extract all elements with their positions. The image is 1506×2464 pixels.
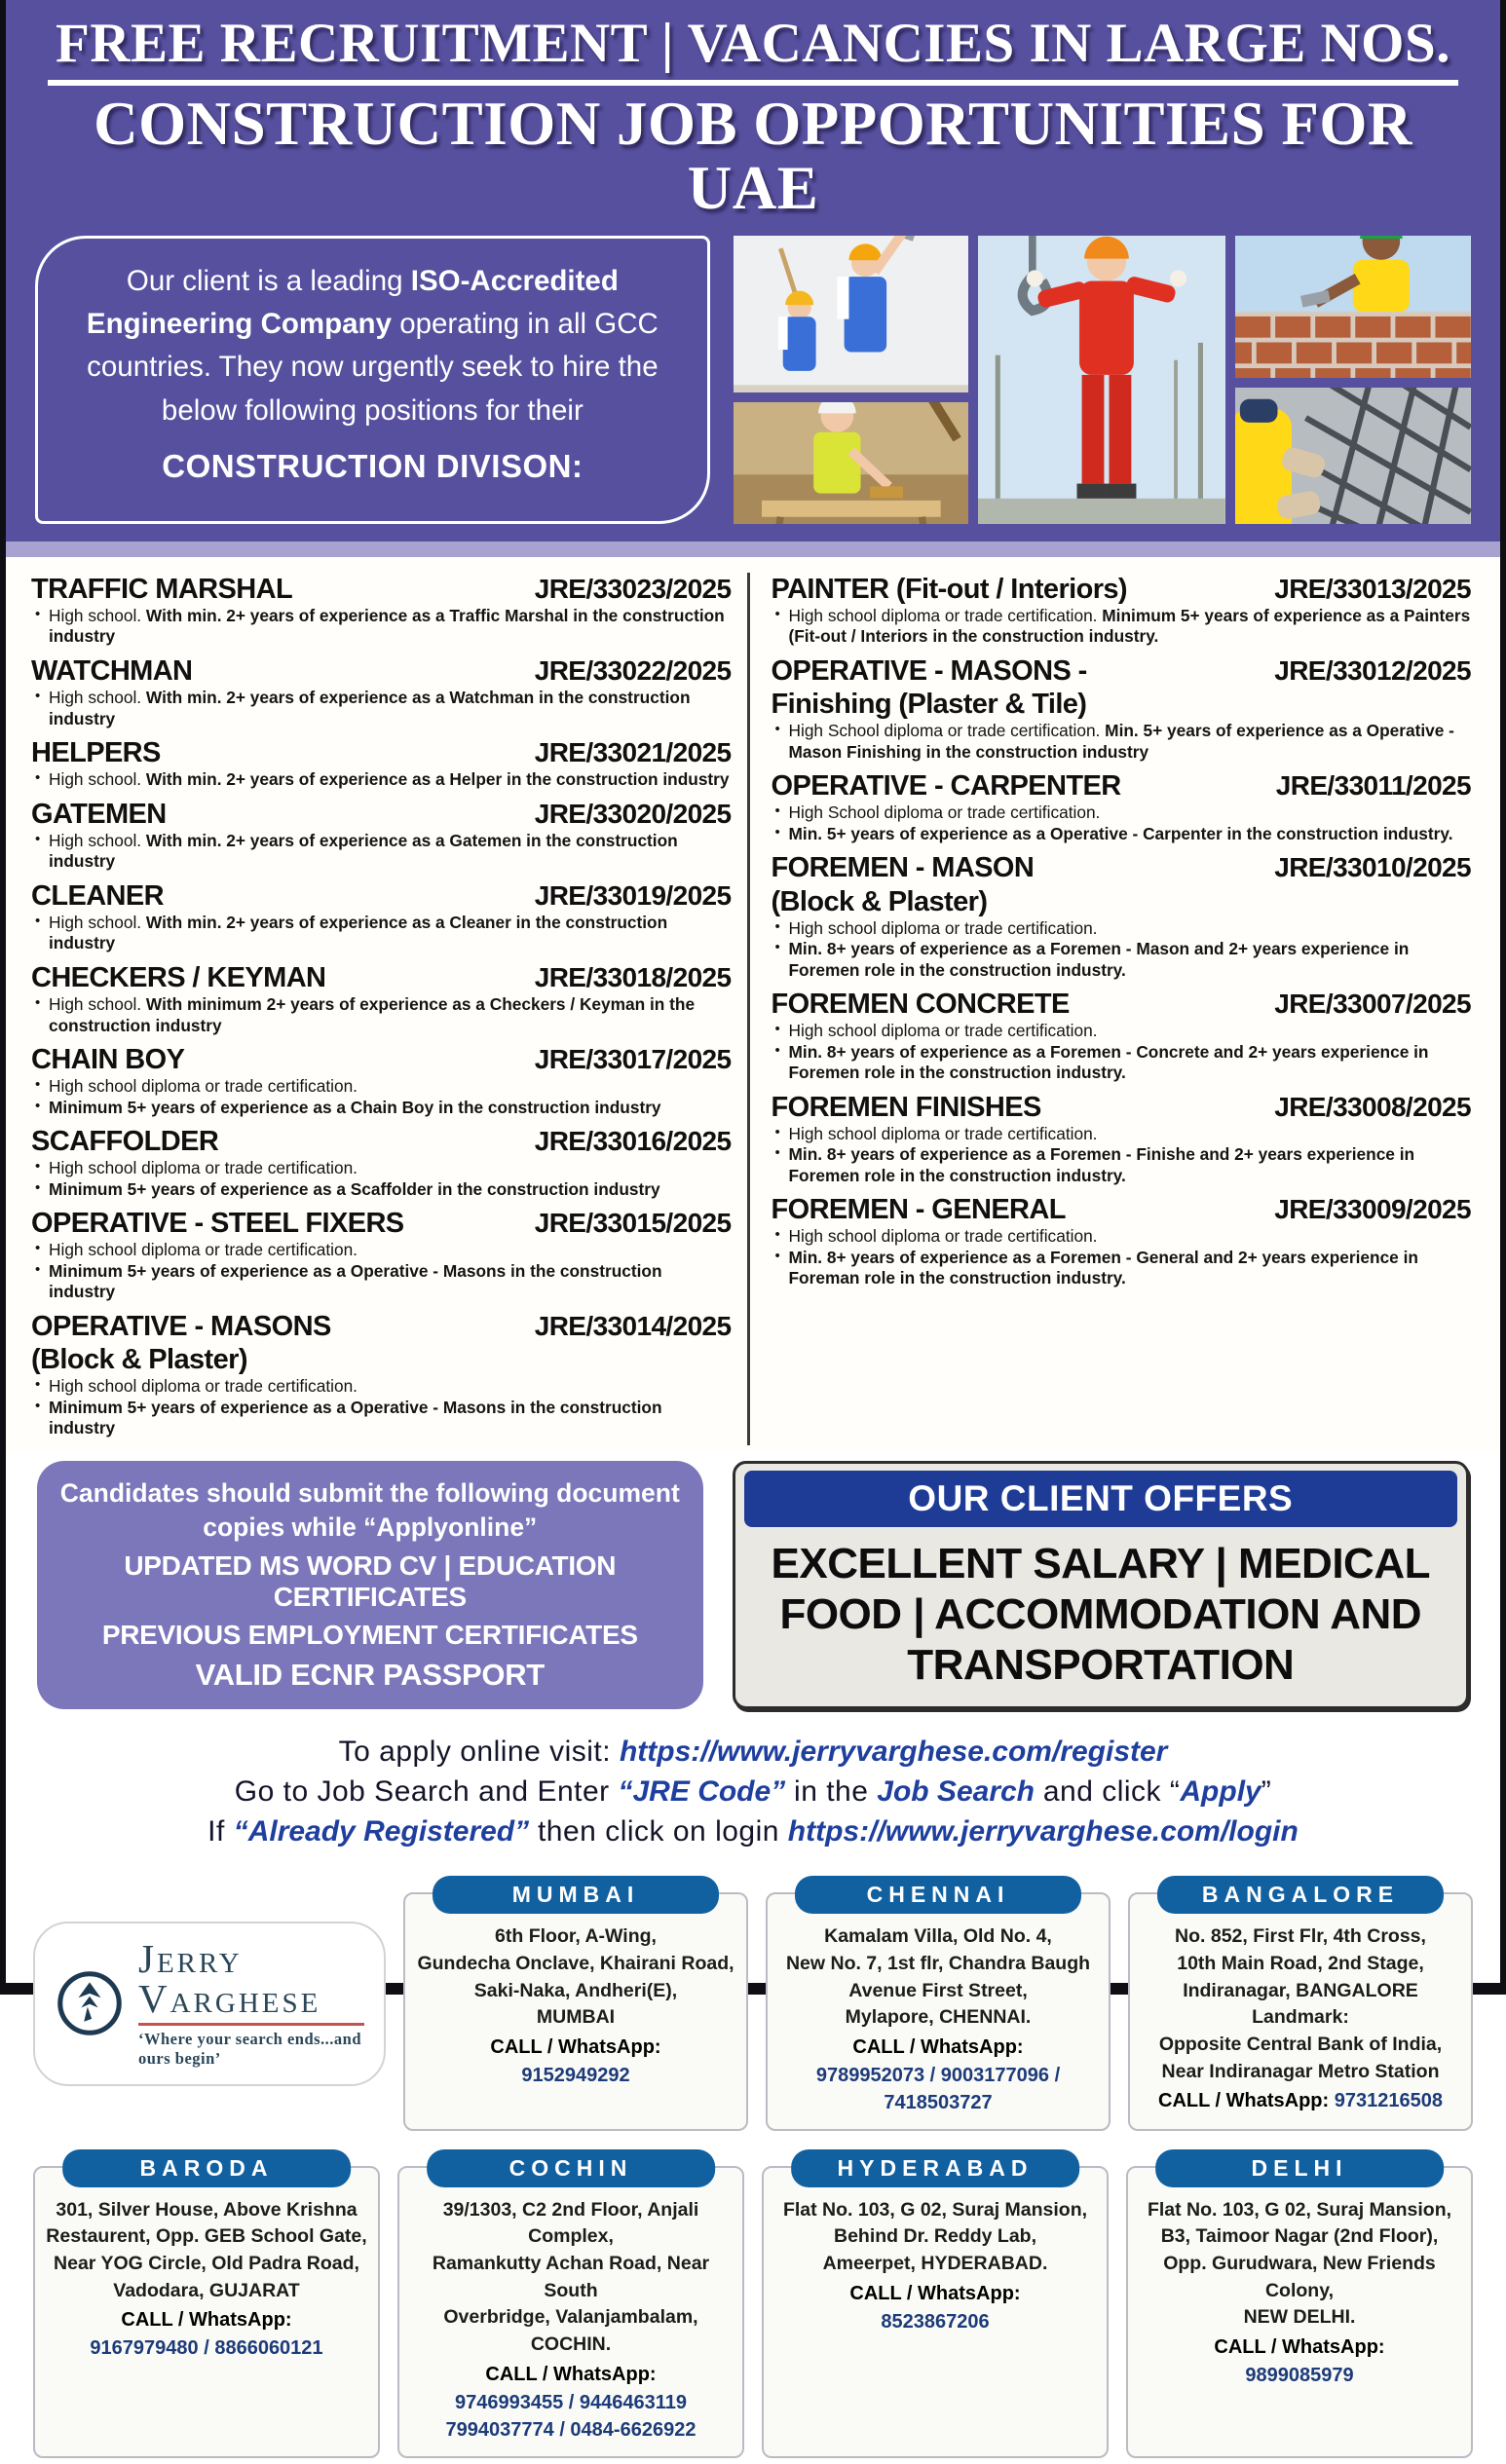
header-banner xyxy=(6,0,1500,541)
job-listing xyxy=(772,573,1472,648)
job-code: JRE/33010/2025 xyxy=(1274,852,1471,883)
job-head xyxy=(31,798,732,831)
requirement-text: With min. 2+ years of experience as a Gatemen in the construction industry xyxy=(49,830,678,872)
logo-box xyxy=(33,1922,386,2086)
requirement-text: Min. 5+ years of experience as a Operative - Carpenter in the construction industry. xyxy=(788,823,1453,843)
requirement-text: Min. 8+ years of experience as a Foremen - Concrete and 2+ years experience in Foremen role in the construction industry. xyxy=(788,1041,1429,1083)
job-requirements xyxy=(31,1240,732,1302)
job-listing xyxy=(31,879,732,954)
job-code: JRE/33011/2025 xyxy=(1275,770,1471,802)
poster-title xyxy=(21,14,1485,220)
job-requirement xyxy=(772,939,1472,981)
requirement-text: High school diploma or trade certification. xyxy=(49,1376,358,1397)
office-city-header: CHENNAI xyxy=(795,1876,1081,1914)
requirement-text: High school diploma or trade certification. xyxy=(49,1240,358,1260)
office-city-header: BANGALORE xyxy=(1157,1876,1444,1914)
requirement-text: Min. 8+ years of experience as a Foremen - Mason and 2+ years experience in Foremen role in the construction industry. xyxy=(788,939,1410,980)
job-listing xyxy=(772,851,1472,981)
call-whatsapp-label: CALL / WhatsApp: xyxy=(849,2282,1021,2304)
job-requirements xyxy=(31,1376,732,1438)
documents-line-2: PREVIOUS EMPLOYMENT CERTIFICATES xyxy=(101,1620,638,1651)
job-requirements xyxy=(31,688,732,729)
job-title: CLEANER xyxy=(31,879,164,912)
apply-instructions xyxy=(6,1713,1500,1863)
job-requirement xyxy=(31,831,732,873)
office-address-line: Vadodara, GUJARAT xyxy=(113,2279,300,2301)
jobs-column-left xyxy=(31,573,747,1446)
leaf-quill-icon xyxy=(55,1968,125,2038)
office-phone: 7418503727 xyxy=(884,2092,993,2114)
intro-text-pre: Our client is a leading xyxy=(126,264,411,297)
requirement-text: Minimum 5+ years of experience as a Scaffolder in the construction industry xyxy=(49,1178,660,1199)
job-requirements xyxy=(772,606,1472,648)
office-phone: 9746993455 / 9446463119 xyxy=(454,2391,688,2413)
office-address-line: Flat No. 103, G 02, Suraj Mansion, xyxy=(782,2198,1088,2221)
photo-collage xyxy=(734,236,1471,524)
requirement-text: High school diploma or trade certification. xyxy=(788,1021,1098,1041)
job-requirement xyxy=(772,1021,1472,1041)
apply-link[interactable]: “JRE Code” xyxy=(618,1775,786,1809)
job-head xyxy=(772,988,1472,1021)
job-requirements xyxy=(31,913,732,954)
job-requirement xyxy=(31,1158,732,1178)
apply-link[interactable]: Apply xyxy=(1180,1775,1261,1809)
job-title: SCAFFOLDER xyxy=(31,1126,219,1158)
office-address-line: Flat No. 103, G 02, Suraj Mansion, xyxy=(1147,2198,1452,2221)
job-code: JRE/33021/2025 xyxy=(534,737,732,768)
office-box-bangalore xyxy=(1128,1882,1473,2131)
job-listing xyxy=(31,736,732,791)
job-head xyxy=(772,1091,1472,1124)
job-requirement xyxy=(772,918,1472,939)
job-head xyxy=(772,769,1472,803)
requirement-text: High school. xyxy=(49,769,146,790)
office-address-line: Opp. Gurudwara, New Friends Colony, xyxy=(1163,2253,1436,2301)
job-title: OPERATIVE - MASONS - xyxy=(771,654,1087,687)
job-requirement xyxy=(772,1144,1472,1186)
job-title: FOREMEN - GENERAL xyxy=(771,1194,1066,1226)
office-box-delhi xyxy=(1126,2154,1473,2458)
requirement-text: With min. 2+ years of experience as a Traffic Marshal in the construction industry xyxy=(49,606,725,647)
job-title-line-2: Finishing (Plaster & Tile) xyxy=(771,689,1087,721)
job-code: JRE/33009/2025 xyxy=(1274,1194,1471,1225)
job-listing xyxy=(31,1043,732,1118)
office-address-line: B3, Taimoor Nagar (2nd Floor), xyxy=(1160,2225,1439,2248)
job-requirement xyxy=(772,1226,1472,1247)
apply-text: ” xyxy=(1261,1775,1272,1809)
photo-ceiling-painters xyxy=(734,236,969,393)
call-whatsapp-label: CALL / WhatsApp: xyxy=(1214,2336,1385,2359)
job-head xyxy=(31,961,732,994)
job-requirement xyxy=(31,1240,732,1260)
office-phone: 9152949292 xyxy=(521,2064,630,2086)
job-code: JRE/33022/2025 xyxy=(534,654,732,686)
job-listing xyxy=(772,988,1472,1084)
divider-bar xyxy=(6,541,1500,557)
office-address-line: Landmark: xyxy=(1252,2006,1349,2029)
job-code: JRE/33012/2025 xyxy=(1274,654,1471,686)
office-phone: 9731216508 xyxy=(1334,2090,1443,2112)
job-requirement xyxy=(31,606,732,648)
photo-steel-fixers xyxy=(1235,388,1471,524)
office-address-line: 301, Silver House, Above Krishna xyxy=(56,2198,358,2221)
job-title: CHAIN BOY xyxy=(31,1043,185,1075)
office-address-line: Near Indiranagar Metro Station xyxy=(1161,2060,1440,2082)
office-address-line: 10th Main Road, 2nd Stage, xyxy=(1177,1952,1424,1974)
office-phone: 9899085979 xyxy=(1245,2365,1354,2387)
photo-bricklayer xyxy=(1235,236,1471,378)
apply-text: and click “ xyxy=(1035,1775,1181,1809)
requirement-text: High school diploma or trade certification. xyxy=(788,1123,1098,1143)
office-address-line: Indiranagar, BANGALORE xyxy=(1183,1979,1418,2001)
job-title: GATEMEN xyxy=(31,798,167,830)
job-title: HELPERS xyxy=(31,737,161,769)
job-requirement xyxy=(31,913,732,954)
job-code: JRE/33017/2025 xyxy=(534,1043,732,1074)
office-address-line: Kamalam Villa, Old No. 4, xyxy=(824,1925,1052,1948)
job-requirement xyxy=(772,1042,1472,1084)
job-requirements xyxy=(31,994,732,1036)
job-title: FOREMEN - MASON xyxy=(771,852,1035,884)
requirement-text: High school. xyxy=(49,606,146,626)
job-listing xyxy=(772,654,1472,763)
job-requirement xyxy=(772,824,1472,844)
apply-text: Go to Job Search and Enter xyxy=(234,1775,619,1809)
office-box-baroda xyxy=(33,2154,380,2458)
job-requirements xyxy=(772,1021,1472,1083)
office-box-chennai xyxy=(766,1882,1111,2131)
offers-header: OUR CLIENT OFFERS xyxy=(744,1471,1457,1527)
requirement-text: High School diploma or trade certification. xyxy=(788,721,1106,741)
job-requirement xyxy=(772,721,1472,763)
job-requirements xyxy=(772,1124,1472,1186)
logo-tagline: ‘Where your search ends...and ours begin’ xyxy=(138,2029,362,2068)
requirement-text: Minimum 5+ years of experience as a Painters (Fit-out / Interiors in the construction industry. xyxy=(788,606,1471,647)
job-requirements xyxy=(772,803,1472,844)
office-address-line: No. 852, First Flr, 4th Cross, xyxy=(1175,1925,1426,1948)
intro-row xyxy=(21,236,1485,524)
job-head xyxy=(31,1310,732,1343)
requirement-text: Min. 5+ years of experience as a Operative - Mason Finishing in the construction industry xyxy=(788,721,1454,762)
office-box-mumbai xyxy=(403,1882,748,2131)
job-head xyxy=(31,736,732,769)
job-code: JRE/33018/2025 xyxy=(534,961,732,992)
job-code: JRE/33007/2025 xyxy=(1274,989,1471,1020)
call-whatsapp-label: CALL / WhatsApp: xyxy=(485,2363,657,2385)
requirement-text: High school diploma or trade certification. xyxy=(788,606,1103,626)
photo-rigger-red-coveralls xyxy=(978,236,1225,524)
requirement-text: Minimum 5+ years of experience as a Operative - Masons in the construction industry xyxy=(49,1397,662,1437)
job-listing xyxy=(31,1207,732,1303)
job-requirement xyxy=(31,1098,732,1118)
office-address-line: MUMBAI xyxy=(536,2006,616,2029)
job-listing xyxy=(772,1193,1472,1289)
office-city-header: DELHI xyxy=(1155,2149,1444,2187)
job-requirement xyxy=(31,1261,732,1303)
job-head xyxy=(31,1207,732,1240)
job-title: OPERATIVE - STEEL FIXERS xyxy=(31,1208,404,1240)
job-requirement xyxy=(31,1179,732,1200)
job-requirement xyxy=(31,688,732,729)
office-address-line: Overbridge, Valanjambalam, COCHIN. xyxy=(443,2306,698,2356)
office-phone: 8523867206 xyxy=(881,2310,990,2333)
job-title: CHECKERS / KEYMAN xyxy=(31,961,326,993)
middle-row xyxy=(6,1451,1500,1713)
apply-link[interactable]: Job Search xyxy=(877,1775,1035,1809)
job-requirement xyxy=(31,1376,732,1397)
call-whatsapp-label: CALL / WhatsApp: xyxy=(490,2035,661,2058)
job-head xyxy=(31,573,732,606)
office-phone: 7994037774 / 0484-6626922 xyxy=(445,2419,697,2442)
office-address-line: Restaurent, Opp. GEB School Gate, xyxy=(46,2225,367,2248)
requirement-text: With min. 2+ years of experience as a Watchman in the construction industry xyxy=(49,688,691,728)
job-listing xyxy=(31,1310,732,1439)
offices-row-1 xyxy=(6,1863,1500,2137)
documents-required-box xyxy=(37,1461,703,1709)
requirement-text: With min. 2+ years of experience as a Helper in the construction industry xyxy=(145,769,730,790)
requirement-text: High School diploma or trade certification. xyxy=(788,803,1101,823)
requirement-text: High school. xyxy=(49,912,146,932)
job-listing xyxy=(31,1125,732,1200)
office-box-cochin xyxy=(397,2154,744,2458)
office-phone: 9167979480 / 8866060121 xyxy=(90,2337,323,2360)
job-title: FOREMEN FINISHES xyxy=(771,1091,1041,1123)
office-address-line: Avenue First Street, xyxy=(848,1979,1028,2001)
job-code: JRE/33014/2025 xyxy=(534,1310,732,1341)
offers-body: EXCELLENT SALARY | MEDICAL FOOD | ACCOMMODATION AND TRANSPORTATION xyxy=(771,1540,1430,1690)
title-line-1 xyxy=(21,14,1485,86)
title-line-2: CONSTRUCTION JOB OPPORTUNITIES FOR UAE xyxy=(94,89,1412,222)
job-listing xyxy=(31,654,732,729)
job-listing xyxy=(31,798,732,873)
job-code: JRE/33008/2025 xyxy=(1274,1091,1471,1122)
intro-text-post: operating in all GCC countries. They now urgently seek to hire the below following positions for their xyxy=(87,308,659,427)
job-head xyxy=(31,654,732,688)
requirement-text: Min. 8+ years of experience as a Foremen - General and 2+ years experience in Foreman role in the construction industry. xyxy=(788,1247,1418,1288)
jerry-varghese-logo xyxy=(33,1877,386,2131)
office-call-line xyxy=(1140,2087,1461,2115)
office-address-line: Behind Dr. Reddy Lab, xyxy=(833,2225,1037,2248)
job-listing xyxy=(31,573,732,648)
requirement-text: High school diploma or trade certification. xyxy=(49,1158,358,1178)
job-listing xyxy=(772,769,1472,844)
apply-link[interactable]: “Already Registered” xyxy=(233,1815,530,1848)
requirement-text: High school. xyxy=(49,688,146,708)
job-requirement xyxy=(31,1398,732,1439)
job-code: JRE/33016/2025 xyxy=(534,1126,732,1157)
job-title-line-2: (Block & Plaster) xyxy=(31,1343,247,1375)
intro-text-bold: ISO-Accredited Engineering Company xyxy=(86,264,619,341)
documents-title: Candidates should submit the following document copies while “Applyonline” xyxy=(59,1478,680,1542)
job-requirements xyxy=(31,1158,732,1200)
job-listing xyxy=(31,961,732,1036)
division-label: CONSTRUCTION DIVISON: xyxy=(162,447,584,484)
apply-text: then click on login xyxy=(529,1815,788,1848)
job-requirements xyxy=(772,918,1472,981)
job-requirement xyxy=(772,1248,1472,1289)
job-requirements xyxy=(772,1226,1472,1288)
client-intro-box xyxy=(35,236,710,524)
office-city-header: HYDERABAD xyxy=(791,2149,1079,2187)
job-head xyxy=(31,1125,732,1158)
requirement-text: High school diploma or trade certification. xyxy=(788,917,1098,938)
job-listings-section xyxy=(6,557,1500,1452)
office-city-header: BARODA xyxy=(62,2149,351,2187)
job-requirement xyxy=(31,1076,732,1097)
job-requirements xyxy=(31,1076,732,1118)
office-address-line: 39/1303, C2 2nd Floor, Anjali Complex, xyxy=(442,2198,699,2248)
call-whatsapp-label: CALL / WhatsApp: xyxy=(852,2035,1024,2058)
job-requirements xyxy=(31,831,732,873)
job-requirement xyxy=(31,994,732,1036)
office-address-line: New No. 7, 1st flr, Chandra Baugh xyxy=(785,1952,1091,1974)
logo-name: Jerry Varghese xyxy=(138,1939,364,2026)
requirement-text: Minimum 5+ years of experience as a Chain Boy in the construction industry xyxy=(49,1097,661,1117)
offices-row-2 xyxy=(6,2137,1500,2464)
office-address-line: Ameerpet, HYDERABAD. xyxy=(822,2253,1048,2275)
job-listing xyxy=(772,1091,1472,1187)
job-head xyxy=(772,573,1472,606)
job-head xyxy=(772,654,1472,688)
requirement-text: High school. xyxy=(49,994,146,1015)
office-address-line: Saki-Naka, Andheri(E), xyxy=(473,1979,678,2001)
job-title: WATCHMAN xyxy=(31,654,193,687)
job-title: TRAFFIC MARSHAL xyxy=(31,573,293,605)
apply-text: To apply online visit: xyxy=(338,1736,620,1769)
job-code: JRE/33023/2025 xyxy=(534,573,732,604)
job-head xyxy=(772,851,1472,884)
documents-line-3: VALID ECNR PASSPORT xyxy=(195,1658,545,1693)
requirement-text: Minimum 5+ years of experience as a Operative - Masons in the construction industry xyxy=(49,1260,662,1302)
requirement-text: With minimum 2+ years of experience as a Checkers / Keyman in the construction industry xyxy=(49,994,696,1035)
requirement-text: High school. xyxy=(49,830,146,850)
requirement-text: With min. 2+ years of experience as a Cleaner in the construction industry xyxy=(49,912,668,953)
documents-line-1: UPDATED MS WORD CV | EDUCATION CERTIFICATES xyxy=(124,1550,617,1613)
office-box-hyderabad xyxy=(762,2154,1109,2458)
apply-line-1 xyxy=(6,1736,1500,1769)
job-head xyxy=(31,1043,732,1076)
job-code: JRE/33015/2025 xyxy=(534,1208,732,1239)
title-line-1-text: FREE RECRUITMENT | VACANCIES IN LARGE NOS. xyxy=(48,14,1458,86)
office-address-line: Gundecha Onclave, Khairani Road, xyxy=(417,1952,734,1974)
job-requirement xyxy=(772,1124,1472,1144)
job-head xyxy=(31,879,732,913)
office-address-line: Near YOG Circle, Old Padra Road, xyxy=(54,2253,359,2275)
requirement-text: High school diploma or trade certification. xyxy=(49,1076,358,1097)
apply-text: If xyxy=(207,1815,234,1848)
job-title: OPERATIVE - MASONS xyxy=(31,1310,331,1342)
job-code: JRE/33020/2025 xyxy=(534,798,732,829)
job-requirements xyxy=(31,769,732,790)
job-title: FOREMEN CONCRETE xyxy=(771,989,1070,1021)
office-address-line: Ramankutty Achan Road, Near South xyxy=(432,2253,710,2301)
job-requirements xyxy=(772,721,1472,763)
office-city-header: MUMBAI xyxy=(433,1876,719,1914)
apply-line-2 xyxy=(6,1775,1500,1809)
job-requirement xyxy=(772,803,1472,823)
apply-link[interactable]: https://www.jerryvarghese.com/register xyxy=(619,1736,1168,1769)
job-title-line-2: (Block & Plaster) xyxy=(771,885,988,917)
requirement-text: High school diploma or trade certification. xyxy=(788,1226,1098,1247)
job-code: JRE/33013/2025 xyxy=(1274,573,1471,604)
apply-text: in the xyxy=(785,1775,878,1809)
apply-line-3 xyxy=(6,1815,1500,1848)
job-requirement xyxy=(772,606,1472,648)
job-requirements xyxy=(31,606,732,648)
apply-link[interactable]: https://www.jerryvarghese.com/login xyxy=(787,1815,1299,1848)
office-address-line: 6th Floor, A-Wing, xyxy=(495,1925,657,1948)
call-whatsapp-label: CALL / WhatsApp: xyxy=(1158,2090,1335,2112)
office-address-line: Opposite Central Bank of India, xyxy=(1158,2033,1443,2055)
office-city-header: COCHIN xyxy=(427,2149,715,2187)
client-offers-box xyxy=(733,1461,1469,1709)
office-address-line: Mylapore, CHENNAI. xyxy=(845,2006,1032,2029)
job-title: OPERATIVE - CARPENTER xyxy=(771,770,1121,803)
job-head xyxy=(772,1193,1472,1226)
photo-carpenter-workbench xyxy=(734,402,969,523)
requirement-text: Min. 8+ years of experience as a Foremen - Finishe and 2+ years experience in Foremen role in the construction industry. xyxy=(788,1144,1415,1185)
logo-text xyxy=(138,1935,364,2069)
job-title: PAINTER (Fit-out / Interiors) xyxy=(771,573,1127,605)
jobs-column-right xyxy=(747,573,1476,1446)
office-phone: 9789952073 / 9003177096 / xyxy=(815,2064,1061,2086)
job-requirement xyxy=(31,769,732,790)
job-code: JRE/33019/2025 xyxy=(534,879,732,911)
call-whatsapp-label: CALL / WhatsApp: xyxy=(121,2309,292,2332)
office-address-line: NEW DELHI. xyxy=(1243,2306,1356,2329)
